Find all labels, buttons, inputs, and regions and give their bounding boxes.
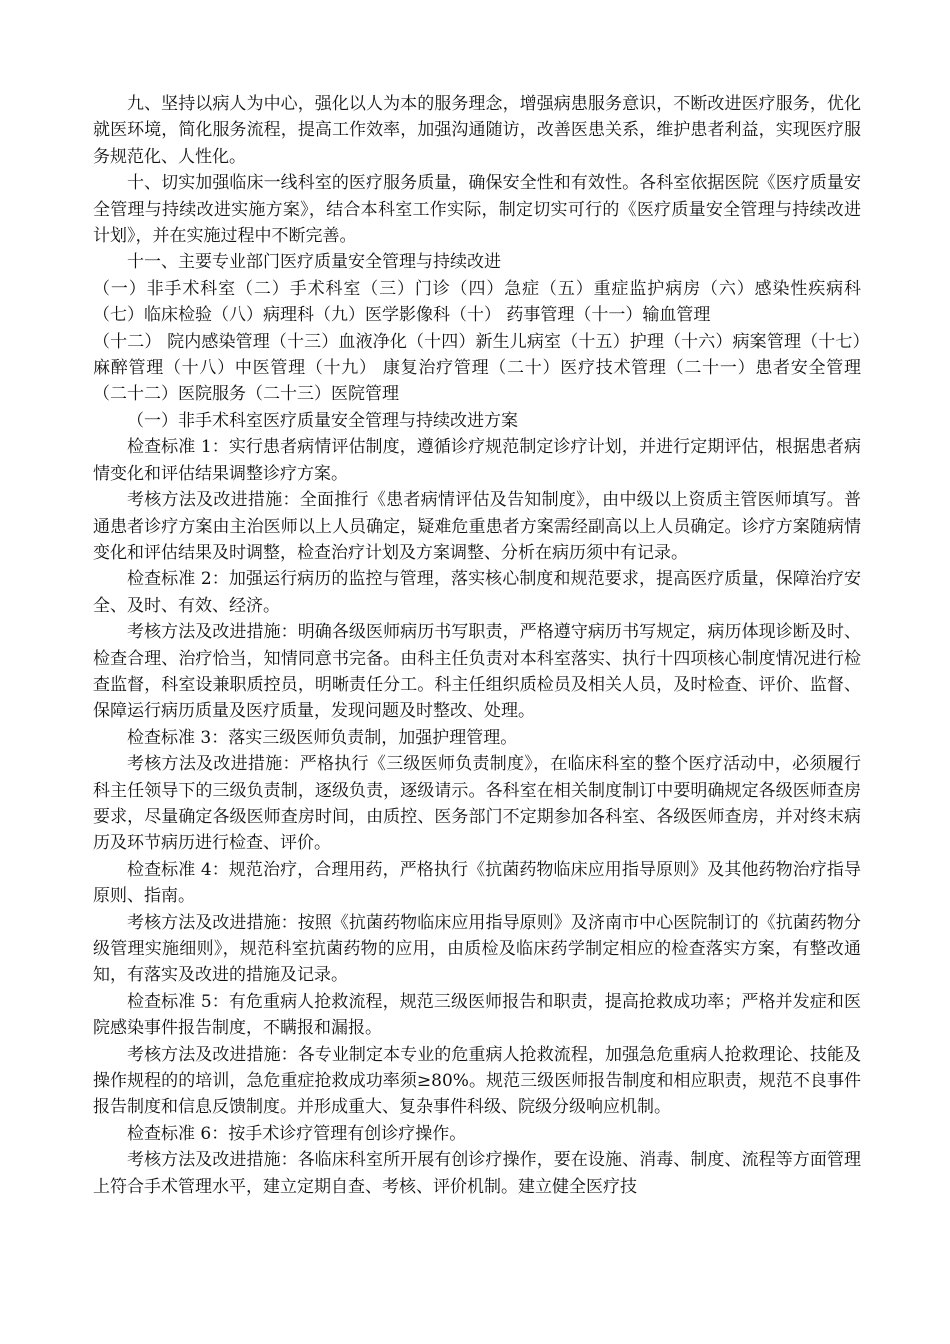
measures-2: 考核方法及改进措施：明确各级医师病历书写职责，严格遵守病历书写规定，病历体现诊断及时、检查合理、治疗恰当，知情同意书完备。由科主任负责对本科室落实、执行十四项核心制度情况进行检查监督，科室设兼职质控员，明晰责任分工。科主任组织质检员及相关人员，及时检查、评价、监督、保障运行病历质量及医疗质量，发现问题及时整改、处理。 xyxy=(93,622,861,722)
standard-2: 检查标准 2：加强运行病历的监控与管理，落实核心制度和规范要求，提高医疗质量，保障治疗安全、及时、有效、经济。 xyxy=(93,569,861,616)
paragraph-item-ten: 十、切实加强临床一线科室的医疗服务质量，确保安全性和有效性。各科室依据医院《医疗质量安全管理与持续改进实施方案》，结合本科室工作实际，制定切实可行的《医疗质量安全管理与持续改进计划》，并在实施过程中不断完善。 xyxy=(93,173,861,247)
paragraph-item-nine: 九、坚持以病人为中心，强化以人为本的服务理念，增强病患服务意识，不断改进医疗服务，优化就医环境，简化服务流程，提高工作效率，加强沟通随访，改善医患关系，维护患者利益，实现医疗服务规范化、人性化。 xyxy=(93,94,861,167)
subsection-heading-non-surgical: （一）非手术科室医疗质量安全管理与持续改进方案 xyxy=(127,410,518,431)
standard-5: 检查标准 5：有危重病人抢救流程，规范三级医师报告和职责，提高抢救成功率；严格并发症和医院感染事件报告制度，不瞒报和漏报。 xyxy=(93,991,861,1039)
department-list-part-1: （一）非手术科室（二）手术科室（三）门诊（四）急症（五）重症监护病房（六）感染性疾病科（七）临床检验（八）病理科（九）医学影像科（十） 药事管理（十一）输血管理 xyxy=(93,278,861,326)
measures-5: 考核方法及改进措施：各专业制定本专业的危重病人抢救流程，加强急危重病人抢救理论、技能及操作规程的的培训，急危重症抢救成功率须≥80%。规范三级医师报告制度和相应职责，规范不良事件报告制度和信息反馈制度。并形成重大、复杂事件科级、院级分级响应机制。 xyxy=(93,1044,861,1118)
department-list-part-2: （十二） 院内感染管理（十三）血液净化（十四）新生儿病室（十五）护理（十六）病案管理（十七）麻醉管理（十八）中医管理（十九） 康复治疗管理（二十）医疗技术管理（二十一）患者安全管理（二十二）医院服务（二十三）医院管理 xyxy=(93,331,861,405)
measures-6: 考核方法及改进措施：各临床科室所开展有创诊疗操作，要在设施、消毒、制度、流程等方面管理上符合手术管理水平，建立定期自查、考核、评价机制。建立健全医疗技 xyxy=(93,1150,861,1197)
measures-4: 考核方法及改进措施：按照《抗菌药物临床应用指导原则》及济南市中心医院制订的《抗菌药物分级管理实施细则》，规范科室抗菌药物的应用，由质检及临床药学制定相应的检查落实方案，有整改通知，有落实及改进的措施及记录。 xyxy=(93,912,861,986)
document-page xyxy=(93,91,861,1200)
measures-1: 考核方法及改进措施：全面推行《患者病情评估及告知制度》，由中级以上资质主管医师填写。普通患者诊疗方案由主治医师以上人员确定，疑难危重患者方案需经副高以上人员确定。诊疗方案随病情变化和评估结果及时调整，检查治疗计划及方案调整、分析在病历须中有记录。 xyxy=(93,490,861,563)
standard-4: 检查标准 4：规范治疗，合理用药，严格执行《抗菌药物临床应用指导原则》及其他药物治疗指导原则、指南。 xyxy=(93,859,861,907)
standard-3: 检查标准 3：落实三级医师负责制，加强护理管理。 xyxy=(127,727,518,748)
measures-3: 考核方法及改进措施：严格执行《三级医师负责制度》，在临床科室的整个医疗活动中，必须履行科主任领导下的三级负责制，逐级负责，逐级请示。各科室在相关制度制订中要明确规定各级医师查房要求，尽量确定各级医师查房时间，由质控、医务部门不定期参加各科室、各级医师查房，并对终末病历及环节病历进行检查、评价。 xyxy=(93,754,861,854)
standard-6: 检查标准 6：按手术诊疗管理有创诊疗操作。 xyxy=(127,1123,467,1144)
section-heading-eleven: 十一、主要专业部门医疗质量安全管理与持续改进 xyxy=(127,252,501,273)
standard-1: 检查标准 1：实行患者病情评估制度，遵循诊疗规范制定诊疗计划，并进行定期评估，根据患者病情变化和评估结果调整诊疗方案。 xyxy=(93,437,861,484)
